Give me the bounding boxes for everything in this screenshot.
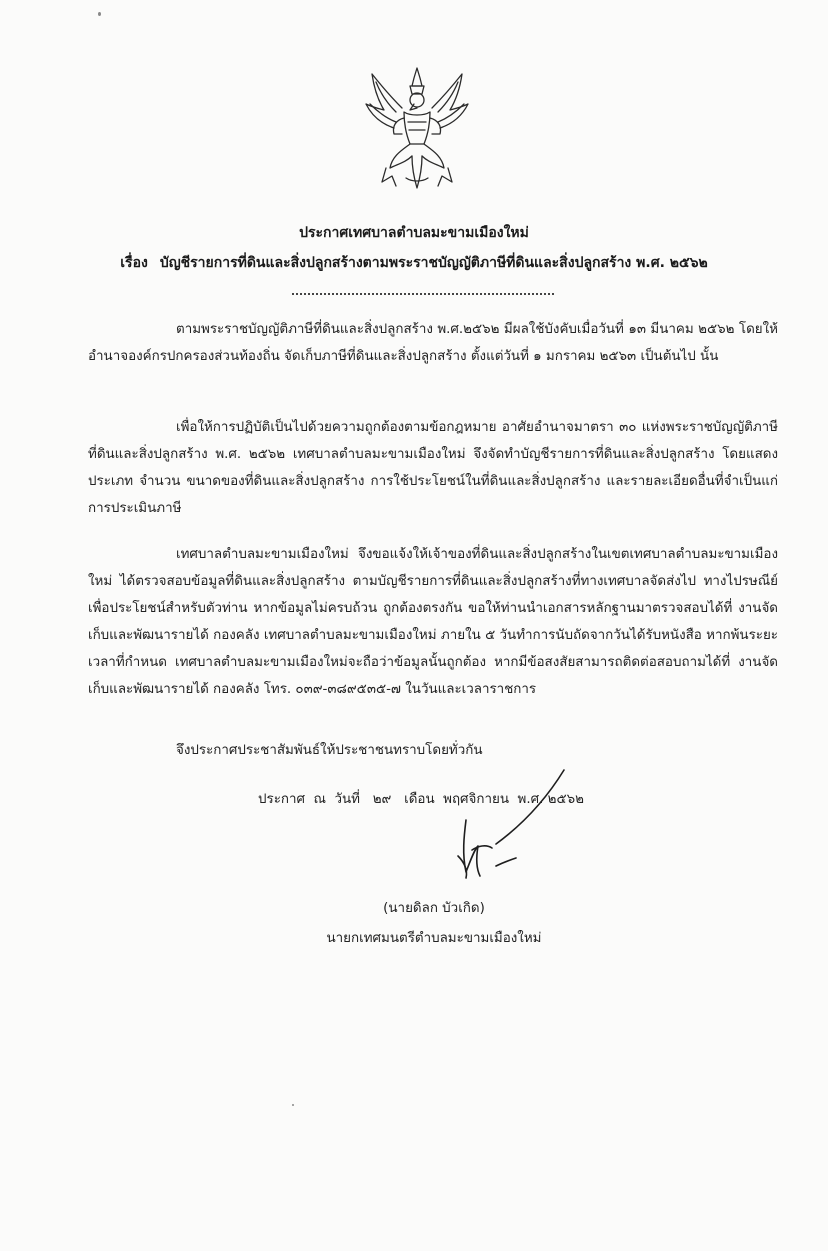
subject-label: เรื่อง <box>120 255 148 271</box>
announcement-title: ประกาศเทศบาลตำบลมะขามเมืองใหม่ <box>299 225 529 241</box>
scan-speck <box>292 1104 294 1106</box>
body-paragraph-1: ตามพระราชบัญญัติภาษีที่ดินและสิ่งปลูกสร้าง พ.ศ.๒๕๖๒ มีผลใช้บังคับเมื่อวันที่ ๑๓ มีนาคม ๒๕๖๒ โดยให้อำนาจองค์กรปกครองส่วนท้องถิ่น จัดเก็บภาษีที่ดินและสิ่งปลูกสร้าง ตั้งแต่วันที่ ๑ มกราคม ๒๕๖๓ เป็นต้นไป นั้น <box>88 322 778 364</box>
announcement-date: ประกาศ ณ วันที่ ๒๙ เดือน พฤศจิกายน พ.ศ. ๒๕๖๒ <box>258 792 584 807</box>
scan-speck <box>98 12 101 16</box>
subject-line <box>0 248 828 278</box>
garuda-emblem-icon <box>362 64 472 194</box>
handwritten-signature <box>436 766 576 896</box>
dotted-divider <box>292 293 554 295</box>
body-paragraph-3: เทศบาลตำบลมะขามเมืองใหม่ จึงขอแจ้งให้เจ้าของที่ดินและสิ่งปลูกสร้างในเขตเทศบาลตำบลมะขามเมืองใหม่ ได้ตรวจสอบข้อมูลที่ดินและสิ่งปลูกสร้าง ตามบัญชีรายการที่ดินและสิ่งปลูกสร้างที่ทางเทศบาลจัดส่งไป ทางไปรษณีย์ เพื่อประโยชน์สำหรับตัวท่าน หากข้อมูลไม่ครบถ้วน ถูกต้องตรงกัน ขอให้ท่านนำเอกสารหลักฐานมาตรวจสอบได้ที่ งานจัดเก็บและพัฒนารายได้ กองคลัง เทศบาลตำบลมะขามเมืองใหม่ ภายใน ๕ วันทำการนับถัดจากวันได้รับหนังสือ หากพ้นระยะเวลาที่กำหนด เทศบาลตำบลมะขามเมืองใหม่จะถือว่าข้อมูลนั้นถูกต้อง หากมีข้อสงสัยสามารถติดต่อสอบถามได้ที่ งานจัดเก็บและพัฒนารายได้ กองคลัง โทร. ๐๓๙-๓๘๙๕๓๕-๗ ในวันและเวลาราชการ <box>88 547 778 697</box>
body-paragraph-2: เพื่อให้การปฏิบัติเป็นไปด้วยความถูกต้องตามข้อกฎหมาย อาศัยอำนาจมาตรา ๓๐ แห่งพระราชบัญญัติภาษีที่ดินและสิ่งปลูกสร้าง พ.ศ. ๒๕๖๒ เทศบาลตำบลมะขามเมืองใหม่ จึงจัดทำบัญชีรายการที่ดินและสิ่งปลูกสร้าง โดยแสดงประเภท จำนวน ขนาดของที่ดินและสิ่งปลูกสร้าง การใช้ประโยชน์ในที่ดินและสิ่งปลูกสร้าง และรายละเอียดอื่นที่จำเป็นแก่การประเมินภาษี <box>88 420 778 516</box>
signer-name: (นายดิลก บัวเกิด) <box>383 901 485 916</box>
subject-text: บัญชีรายการที่ดินและสิ่งปลูกสร้างตามพระราชบัญญัติภาษีที่ดินและสิ่งปลูกสร้าง พ.ศ. ๒๕๖๒ <box>159 255 708 271</box>
document-heading <box>0 218 828 278</box>
signer-title: นายกเทศมนตรีตำบลมะขามเมืองใหม่ <box>326 931 542 946</box>
closing-statement: จึงประกาศประชาสัมพันธ์ให้ประชาชนทราบโดยทั่วกัน <box>176 743 483 758</box>
